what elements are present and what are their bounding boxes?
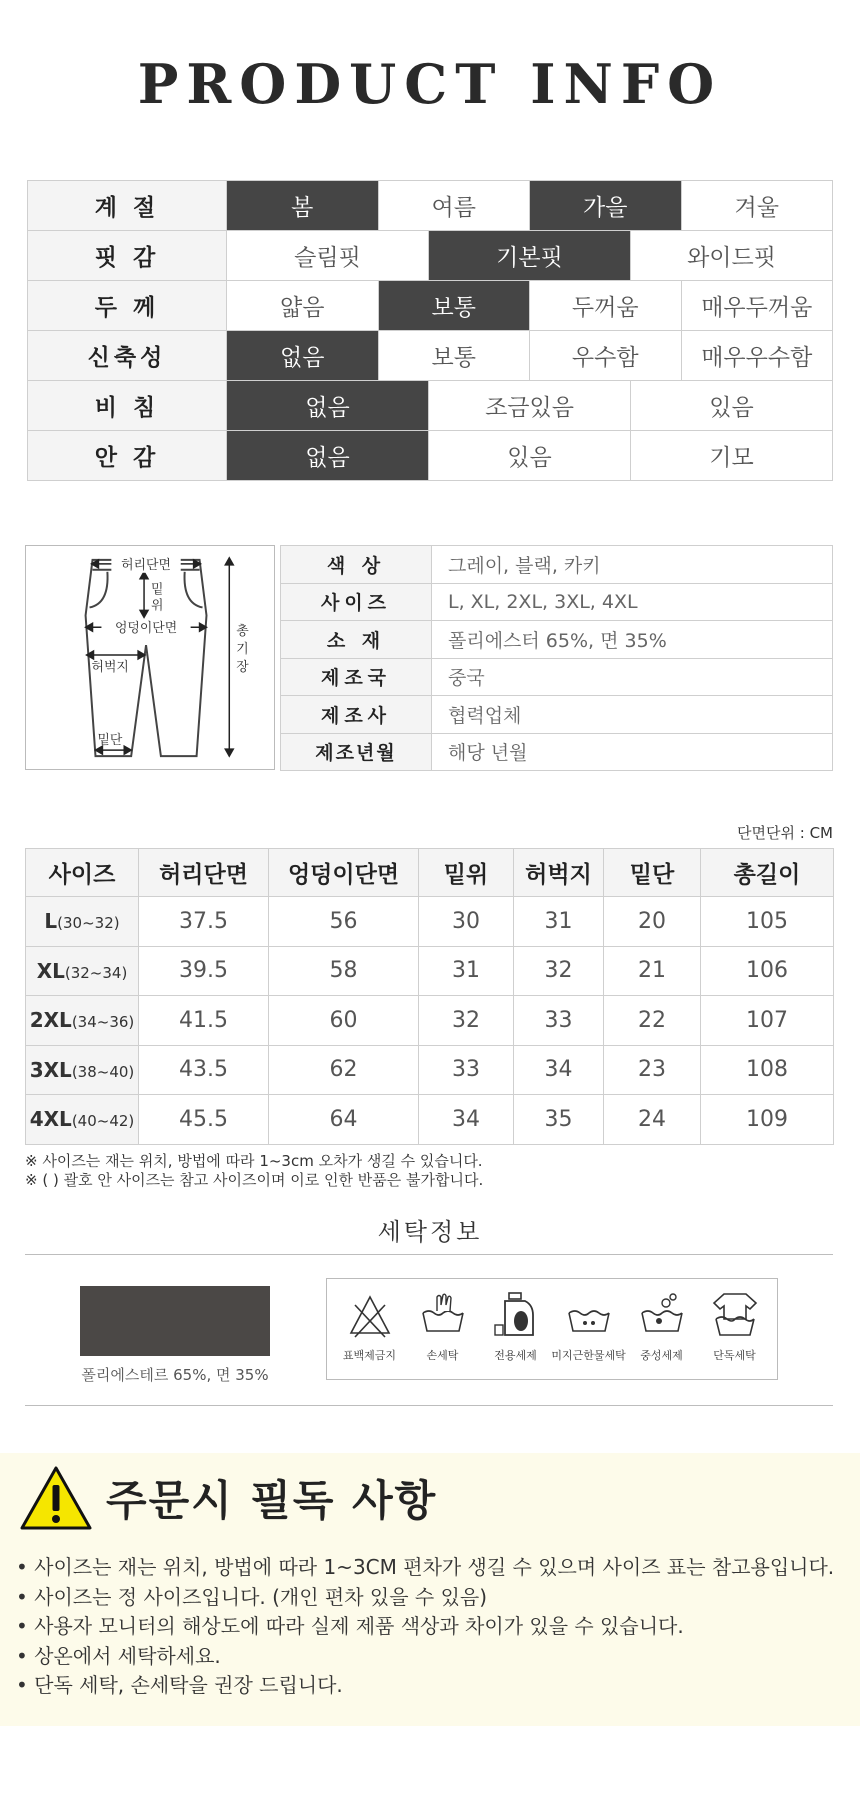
- info-key: 제조국: [281, 658, 432, 696]
- attr-row-season: [28, 181, 833, 231]
- measure-cell: 58: [269, 946, 419, 996]
- notice-header: [20, 1465, 437, 1531]
- attr-option: 우수함: [530, 331, 682, 381]
- info-key: 색 상: [281, 546, 432, 584]
- size-cell: [26, 996, 139, 1046]
- attr-option: 있음: [429, 431, 631, 481]
- measure-cell: 39.5: [139, 946, 269, 996]
- care-item: [334, 1291, 406, 1363]
- info-row: [281, 583, 833, 621]
- attr-option: 매우두꺼움: [681, 281, 833, 331]
- attr-option: 매우우수함: [681, 331, 833, 381]
- measure-cell: 31: [419, 946, 514, 996]
- size-ref: (38~40): [71, 1062, 135, 1081]
- info-value: L, XL, 2XL, 3XL, 4XL: [432, 583, 833, 621]
- diagram-label-rise-2: 위: [150, 598, 164, 614]
- measure-cell: 108: [701, 1045, 834, 1095]
- info-row: [281, 733, 833, 771]
- fabric-swatch: [80, 1286, 270, 1356]
- care-item: [553, 1291, 625, 1363]
- measure-cell: 35: [514, 1095, 604, 1145]
- diagram-label-length-2: 기: [236, 642, 249, 658]
- size-header-cell: 허벅지: [514, 849, 604, 897]
- measure-cell: 45.5: [139, 1095, 269, 1145]
- detergent-bottle-icon: [493, 1291, 539, 1339]
- measure-cell: 32: [419, 996, 514, 1046]
- measure-cell: 30: [419, 897, 514, 947]
- divider: [25, 1405, 833, 1406]
- size-table-header: [26, 849, 834, 897]
- measure-cell: 22: [604, 996, 701, 1046]
- order-notice: [0, 1453, 860, 1726]
- care-label: 손세탁: [426, 1349, 459, 1362]
- size-table-body: [26, 897, 834, 1145]
- notice-list: [16, 1553, 834, 1701]
- attr-label: 신축성: [28, 331, 227, 381]
- size-header-cell: 엉덩이단면: [269, 849, 419, 897]
- measure-cell: 62: [269, 1045, 419, 1095]
- info-row: [281, 658, 833, 696]
- care-item: [626, 1291, 698, 1363]
- neutral-detergent-icon: [639, 1291, 685, 1339]
- size-table: [25, 848, 834, 1145]
- notice-item: • 사이즈는 정 사이즈입니다. (개인 편차 있을 수 있음): [16, 1584, 488, 1609]
- info-row: [281, 546, 833, 584]
- care-label: 단독세탁: [713, 1349, 756, 1362]
- size-cell: [26, 1095, 139, 1145]
- wash-info-title: 세탁정보: [377, 1218, 483, 1246]
- diagram-label-length-3: 장: [236, 659, 249, 675]
- measure-cell: 43.5: [139, 1045, 269, 1095]
- diagram-label-hem: 밑단: [97, 733, 123, 749]
- measure-cell: 105: [701, 897, 834, 947]
- notice-title: 주문시 필독 사항: [106, 1476, 438, 1525]
- diagram-label-hip: 엉덩이단면: [114, 621, 178, 637]
- measure-cell: 56: [269, 897, 419, 947]
- info-value: 그레이, 블랙, 카키: [432, 546, 833, 584]
- diagram-label-length: [236, 624, 249, 675]
- size-cell: [26, 1045, 139, 1095]
- measure-cell: 60: [269, 996, 419, 1046]
- page-title: PRODUCT INFO: [137, 52, 723, 116]
- size-ref: (30~32): [57, 914, 120, 933]
- fabric-caption: 폴리에스테르 65%, 면 35%: [81, 1366, 269, 1384]
- attr-label: 계 절: [28, 181, 227, 231]
- right-pocket: [185, 572, 203, 608]
- size-header-cell: 허리단면: [139, 849, 269, 897]
- info-key: 사이즈: [281, 583, 432, 621]
- size-ref: (34~36): [71, 1013, 135, 1032]
- care-item: [699, 1291, 771, 1363]
- size-ref: (40~42): [71, 1112, 135, 1131]
- info-key: 제조사: [281, 696, 432, 734]
- attr-option: 와이드핏: [631, 231, 833, 281]
- info-value: 중국: [432, 658, 833, 696]
- care-item: [407, 1291, 479, 1363]
- info-value: 폴리에스터 65%, 면 35%: [432, 621, 833, 659]
- info-key: 소 재: [281, 621, 432, 659]
- attr-option: 기본핏: [429, 231, 631, 281]
- measure-cell: 41.5: [139, 996, 269, 1046]
- size-label: 4XL: [29, 1107, 72, 1132]
- attr-option: 있음: [631, 381, 833, 431]
- size-cell: [26, 946, 139, 996]
- table-row: [26, 1095, 834, 1145]
- measure-cell: 21: [604, 946, 701, 996]
- warning-icon: [20, 1465, 92, 1531]
- attr-option: 겨울: [681, 181, 833, 231]
- measure-cell: 31: [514, 897, 604, 947]
- no-bleach-icon: [347, 1291, 393, 1339]
- hand-wash-icon: [420, 1291, 466, 1339]
- size-header-cell: 밑단: [604, 849, 701, 897]
- measure-cell: 20: [604, 897, 701, 947]
- attr-label: 핏 감: [28, 231, 227, 281]
- attr-option: 여름: [378, 181, 530, 231]
- attr-label: 두 께: [28, 281, 227, 331]
- measure-cell: 32: [514, 946, 604, 996]
- attribute-table: [27, 180, 833, 481]
- size-label: XL: [36, 958, 65, 983]
- size-header-cell: 총길이: [701, 849, 834, 897]
- size-label: 2XL: [29, 1008, 72, 1033]
- size-ref: (32~34): [64, 963, 128, 982]
- care-item: [480, 1291, 552, 1363]
- attr-option: 봄: [227, 181, 379, 231]
- info-row: [281, 621, 833, 659]
- measure-cell: 23: [604, 1045, 701, 1095]
- attr-option: 얇음: [227, 281, 379, 331]
- unit-note: 단면단위 : CM: [737, 824, 833, 842]
- care-label: 중성세제: [640, 1349, 683, 1362]
- care-icons-box: [326, 1278, 778, 1380]
- wash-separately-icon: [712, 1291, 758, 1339]
- attr-option: 없음: [227, 331, 379, 381]
- notice-item: • 사용자 모니터의 해상도에 따라 실제 제품 색상과 차이가 있을 수 있습니다.: [16, 1614, 684, 1638]
- divider: [25, 1254, 833, 1255]
- pants-diagram-svg: [26, 546, 274, 769]
- notice-item: • 단독 세탁, 손세탁을 권장 드립니다.: [16, 1673, 343, 1697]
- attr-option: 보통: [378, 281, 530, 331]
- size-header-cell: 밑위: [419, 849, 514, 897]
- info-row: [281, 696, 833, 734]
- attr-row-fit: [28, 231, 833, 281]
- table-row: [26, 897, 834, 947]
- lukewarm-water-icon: [566, 1291, 612, 1339]
- attr-option: 두꺼움: [530, 281, 682, 331]
- size-note: ※ 사이즈는 재는 위치, 방법에 따라 1~3cm 오차가 생길 수 있습니다.: [25, 1152, 483, 1170]
- diagram-label-thigh: 허벅지: [91, 659, 129, 675]
- attr-option: 조금있음: [429, 381, 631, 431]
- notice-item: • 사이즈는 재는 위치, 방법에 따라 1~3CM 편차가 생길 수 있으며 사이즈 표는 참고용입니다.: [16, 1555, 835, 1579]
- pants-measurement-diagram: [25, 545, 275, 770]
- left-pocket: [90, 572, 108, 608]
- size-header-cell: 사이즈: [26, 849, 139, 897]
- size-label: 3XL: [29, 1057, 72, 1082]
- measure-cell: 34: [514, 1045, 604, 1095]
- pants-outline: [86, 560, 207, 756]
- table-row: [26, 946, 834, 996]
- attr-option: 기모: [631, 431, 833, 481]
- size-note: ※ ( ) 괄호 안 사이즈는 참고 사이즈이며 이로 인한 반품은 불가합니다.: [25, 1171, 484, 1189]
- diagram-label-rise: [151, 582, 163, 614]
- info-value: 해당 년월: [432, 733, 833, 771]
- care-label: 미지근한물세탁: [551, 1349, 626, 1362]
- info-value: 협력업체: [432, 696, 833, 734]
- table-row: [26, 996, 834, 1046]
- attr-label: 안 감: [28, 431, 227, 481]
- attr-label: 비 침: [28, 381, 227, 431]
- info-key: 제조년월: [281, 733, 432, 771]
- attr-row-lining: [28, 431, 833, 481]
- measure-cell: 34: [419, 1095, 514, 1145]
- attr-option: 없음: [227, 381, 429, 431]
- measure-cell: 33: [419, 1045, 514, 1095]
- measure-cell: 33: [514, 996, 604, 1046]
- attr-option: 슬림핏: [227, 231, 429, 281]
- attr-option: 없음: [227, 431, 429, 481]
- measure-cell: 64: [269, 1095, 419, 1145]
- attr-option: 보통: [378, 331, 530, 381]
- measure-cell: 106: [701, 946, 834, 996]
- size-label: L: [44, 909, 58, 934]
- care-label: 표백제금지: [342, 1349, 397, 1362]
- attr-option: 가을: [530, 181, 682, 231]
- table-row: [26, 1045, 834, 1095]
- measure-cell: 107: [701, 996, 834, 1046]
- attr-row-stretch: [28, 331, 833, 381]
- product-info-table: [280, 545, 833, 771]
- diagram-label-waist: 허리단면: [121, 557, 171, 573]
- diagram-label-rise-1: 밑: [150, 582, 164, 598]
- measure-cell: 24: [604, 1095, 701, 1145]
- diagram-label-length-1: 총: [236, 624, 249, 640]
- size-cell: [26, 897, 139, 947]
- measure-cell: 109: [701, 1095, 834, 1145]
- attr-row-thickness: [28, 281, 833, 331]
- care-label: 전용세제: [494, 1349, 537, 1362]
- attr-row-sheer: [28, 381, 833, 431]
- notice-item: • 상온에서 세탁하세요.: [16, 1643, 221, 1668]
- measure-cell: 37.5: [139, 897, 269, 947]
